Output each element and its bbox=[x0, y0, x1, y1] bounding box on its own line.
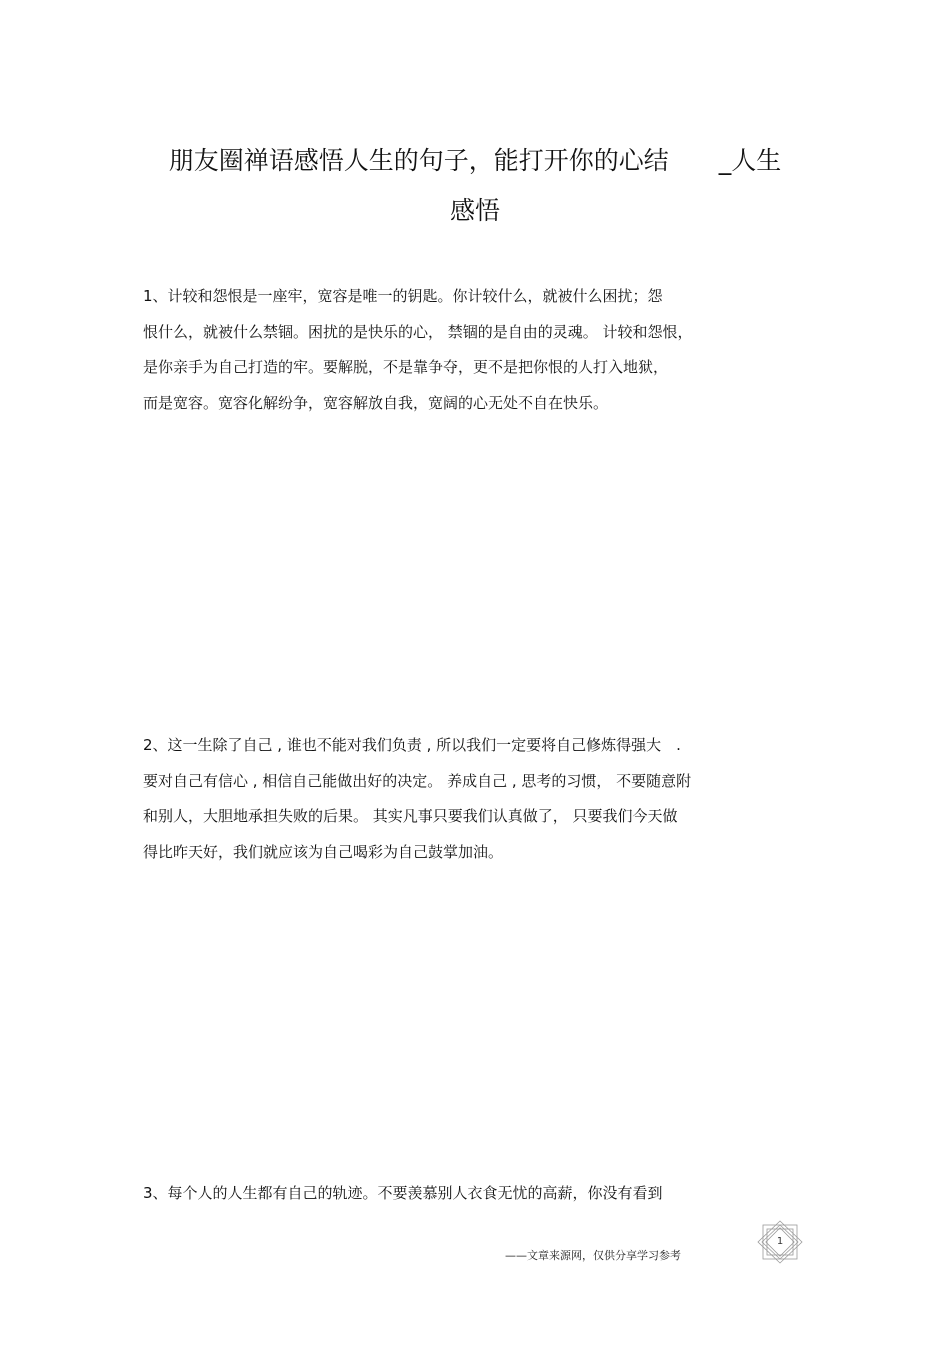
paragraph-line: 1、计较和怨恨是一座牢，宽容是唯一的钥匙。你计较什么，就被什么困扰；怨 bbox=[143, 287, 663, 305]
paragraph-3 bbox=[143, 1176, 808, 1212]
paragraph-line: 和别人，大胆地承担失败的后果。 其实凡事只要我们认真做了， 只要我们今天做 bbox=[143, 807, 678, 825]
page-title-line-2: 感悟 bbox=[449, 196, 500, 225]
paragraph-line: 得比昨天好，我们就应该为自己喝彩为自己鼓掌加油。 bbox=[143, 842, 504, 861]
paragraph-2 bbox=[143, 728, 808, 870]
paragraph-line: 3、每个人的人生都有自己的轨迹。不要羡慕别人衣食无忧的高薪，你没有看到 bbox=[143, 1184, 663, 1202]
paragraph-line: 而是宽容。宽容化解纷争，宽容解放自我，宽阔的心无处不自在快乐。 bbox=[143, 393, 609, 412]
paragraph-line: 2、这一生除了自己 , 谁也不能对我们负责 , 所以我们一定要将自己修炼得强大 . bbox=[143, 736, 681, 754]
paragraph-line: 是你亲手为自己打造的牢。要解脱，不是靠争夺，更不是把你恨的人打入地狱， bbox=[143, 358, 669, 376]
page-title-line-1: 朋友圈禅语感悟人生的句子，能打开你的心结 _人生 bbox=[168, 146, 782, 175]
paragraph-1 bbox=[143, 279, 808, 421]
source-note: ——文章来源网，仅供分享学习参考 bbox=[505, 1249, 681, 1262]
paragraph-line: 恨什么，就被什么禁锢。困扰的是快乐的心， 禁锢的是自由的灵魂。 计较和怨恨， bbox=[143, 322, 693, 341]
page-number-badge bbox=[757, 1220, 803, 1264]
page-number: 1 bbox=[776, 1236, 784, 1247]
paragraph-line: 要对自己有信心 , 相信自己能做出好的决定。 养成自己 , 思考的习惯， 不要随意附 bbox=[143, 771, 692, 790]
